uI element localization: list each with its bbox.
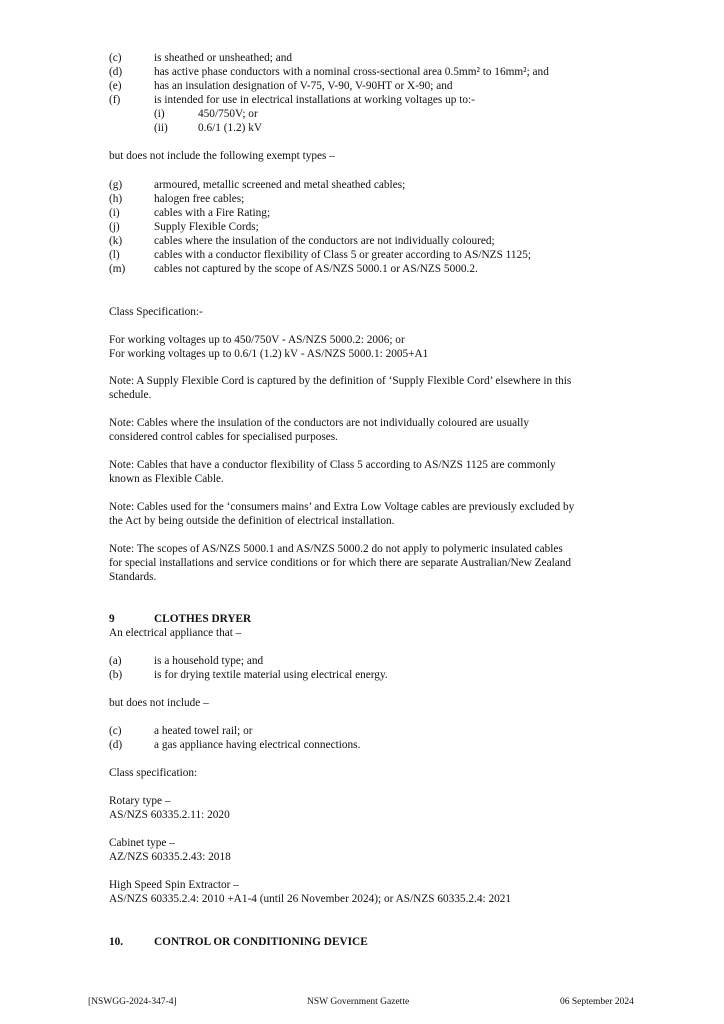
list-label: (m) [109, 263, 126, 275]
list-label: (c) [109, 52, 122, 64]
section-title: CLOTHES DRYER [154, 613, 252, 625]
list-item: has an insulation designation of V-75, V-90, V-90HT or X-90; and [154, 80, 453, 92]
sublist-item: 0.6/1 (1.2) kV [198, 122, 263, 134]
list-item: is sheathed or unsheathed; and [154, 52, 293, 64]
section-number: 9 [109, 613, 115, 625]
spec-standard: AS/NZS 60335.2.11: 2020 [109, 809, 230, 821]
list-label: (f) [109, 94, 121, 106]
class-spec-line: For working voltages up to 450/750V - AS/NZS 5000.2: 2006; or [109, 334, 405, 346]
list-label: (a) [109, 655, 122, 667]
note-line: Note: The scopes of AS/NZS 5000.1 and AS/NZS 5000.2 do not apply to polymeric insulated cables [109, 543, 563, 555]
list-label: (e) [109, 80, 122, 92]
note-line: schedule. [109, 389, 152, 401]
list-label: (i) [109, 207, 120, 219]
note-line: for special installations and service conditions or for which there are separate Australian/New Zealand [109, 557, 572, 569]
exclusion-intro: but does not include – [109, 697, 209, 709]
sublist-item: 450/750V; or [198, 108, 258, 120]
note-line: considered control cables for specialised purposes. [109, 431, 338, 443]
list-item: is a household type; and [154, 655, 264, 667]
note-line: Note: Cables where the insulation of the conductors are not individually coloured are usually [109, 417, 530, 429]
spec-type: Rotary type – [109, 795, 171, 807]
sublist-label: (ii) [154, 122, 168, 134]
list-item: cables with a conductor flexibility of Class 5 or greater according to AS/NZS 1125; [154, 249, 532, 261]
list-item: is for drying textile material using electrical energy. [154, 669, 388, 681]
section-number: 10. [109, 936, 124, 948]
note-line: Note: Cables that have a conductor flexibility of Class 5 according to AS/NZS 1125 are commonly [109, 459, 556, 471]
class-spec-heading: Class Specification:- [109, 306, 203, 318]
list-item: a heated towel rail; or [154, 725, 253, 737]
spec-type: Cabinet type – [109, 837, 175, 849]
footer-date: 06 September 2024 [560, 997, 634, 1007]
list-item: Supply Flexible Cords; [154, 221, 259, 233]
list-item: is intended for use in electrical installations at working voltages up to:- [154, 94, 475, 106]
list-label: (d) [109, 66, 123, 78]
spec-standard: AZ/NZS 60335.2.43: 2018 [109, 851, 231, 863]
list-label: (j) [109, 221, 120, 233]
class-spec-heading: Class specification: [109, 767, 198, 779]
spec-standard: AS/NZS 60335.2.4: 2010 +A1-4 (until 26 November 2024); or AS/NZS 60335.2.4: 2021 [109, 893, 512, 905]
list-label: (c) [109, 725, 122, 737]
list-item: halogen free cables; [154, 193, 245, 205]
list-item: armoured, metallic screened and metal sheathed cables; [154, 179, 406, 191]
footer-ref: [NSWGG-2024-347-4] [88, 997, 177, 1007]
sublist-label: (i) [154, 108, 165, 120]
list-item: cables not captured by the scope of AS/NZS 5000.1 or AS/NZS 5000.2. [154, 263, 478, 275]
class-spec-line: For working voltages up to 0.6/1 (1.2) kV - AS/NZS 5000.1: 2005+A1 [109, 348, 429, 360]
spec-type: High Speed Spin Extractor – [109, 879, 239, 891]
note-line: Note: A Supply Flexible Cord is captured by the definition of ‘Supply Flexible Cord’ elsewhere in this [109, 375, 572, 387]
list-item: cables where the insulation of the conductors are not individually coloured; [154, 235, 495, 247]
section-title: CONTROL OR CONDITIONING DEVICE [154, 936, 368, 948]
list-item: cables with a Fire Rating; [154, 207, 271, 219]
list-item: a gas appliance having electrical connections. [154, 739, 361, 751]
note-line: the Act by being outside the definition of electrical installation. [109, 515, 395, 527]
footer-publication: NSW Government Gazette [307, 997, 410, 1007]
note-line: known as Flexible Cable. [109, 473, 224, 485]
list-item: has active phase conductors with a nominal cross-sectional area 0.5mm² to 16mm²; and [154, 66, 549, 78]
section-intro: An electrical appliance that – [109, 627, 242, 639]
list-label: (l) [109, 249, 120, 261]
list-label: (h) [109, 193, 123, 205]
note-line: Standards. [109, 571, 157, 583]
list-label: (b) [109, 669, 123, 681]
exempt-intro: but does not include the following exempt types – [109, 150, 335, 162]
list-label: (d) [109, 739, 123, 751]
list-label: (k) [109, 235, 123, 247]
list-label: (g) [109, 179, 123, 191]
note-line: Note: Cables used for the ‘consumers mains’ and Extra Low Voltage cables are previously excluded by [109, 501, 575, 513]
